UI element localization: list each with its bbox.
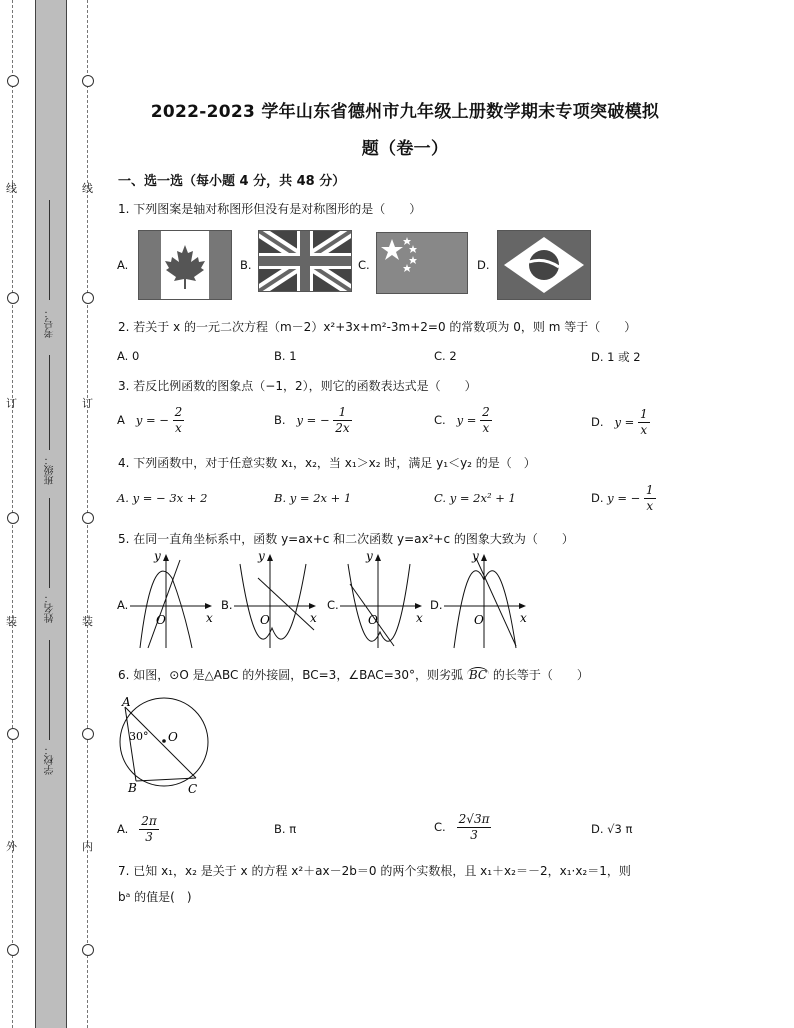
q6-option-c: C. $\frac{2√3\pi}{3}$ [434,812,490,842]
question-5-stem: 5. 在同一直角坐标系中，函数 y=ax+c 和二次函数 y=ax²+c 的图象大致为（ ） [118,532,574,546]
q3-option-a: A y = − $\frac{2}{x}$ [117,405,183,435]
question-4-stem: 4. 下列函数中，对于任意实数 x₁，x₂，当 x₁＞x₂ 时，满足 y₁＜y₂ 的是（ ） [118,456,536,470]
fraction: $\frac{2√3\pi}{3}$ [458,812,490,842]
svg-text:O: O [168,730,178,744]
fraction: $\frac{1}{2x}$ [335,405,350,435]
svg-text:y: y [154,550,161,563]
q3-option-b: B. y = − $\frac{1}{2x}$ [274,405,350,435]
q1-option-b-label: B. [240,258,252,272]
svg-text:x: x [520,611,527,625]
svg-text:O: O [156,613,166,627]
field-label-exam-number: 考号： [45,308,56,338]
binding-hole [7,75,19,87]
canada-flag-icon [138,230,232,300]
q5-graph-b [232,550,324,650]
q5-option-a-label: A. [117,598,129,612]
school-blank[interactable] [49,640,50,740]
svg-text:B: B [128,781,137,795]
question-1-stem: 1. 下列图案是轴对称图形但没有是对称图形的是（ ） [118,202,422,216]
arc-bc: BC [468,668,488,682]
q5-option-c-label: C. [327,598,339,612]
margin-char-ding: 订 [6,397,17,410]
q6-option-d: D. √3 π [591,822,633,836]
svg-text:x: x [206,611,213,625]
page-title: 2022-2023 学年山东省德州市九年级上册数学期末专项突破模拟 [150,102,660,122]
q1-option-c-label: C. [358,258,370,272]
margin-char-zhuang: 装 [82,615,93,628]
q6-option-a: A. $\frac{2\pi}{3}$ [117,814,157,844]
svg-text:O: O [474,613,484,627]
binding-hole [82,292,94,304]
margin-char-wai: 外 [6,840,17,853]
binding-hole [7,728,19,740]
svg-text:x: x [416,611,423,625]
field-label-class: 班级： [45,455,56,485]
q5-graph-d [442,550,532,650]
name-blank[interactable] [49,498,50,588]
q4-option-d: D. y = − $\frac{1}{x}$ [591,483,654,513]
svg-text:30°: 30° [129,730,149,743]
svg-text:A: A [122,695,131,709]
class-blank[interactable] [49,355,50,450]
q6-option-b: B. π [274,822,297,836]
svg-text:O: O [260,613,270,627]
svg-text:y: y [366,550,373,563]
binding-hole [82,512,94,524]
margin-char-zhuang: 装 [6,615,17,628]
page-title-line2: 题（卷一） [361,139,449,159]
margin-char-nei: 内 [82,840,93,853]
fraction: $\frac{2}{x}$ [482,405,490,435]
section-heading: 一、选一选（每小题 4 分，共 48 分） [118,174,346,189]
q5-option-b-label: B. [221,598,233,612]
binding-hole [82,75,94,87]
binding-hole [7,512,19,524]
margin-char-xian: 线 [82,182,93,195]
margin-char-xian: 线 [6,182,17,195]
china-flag-icon [376,232,468,294]
q1-option-d-label: D. [477,258,490,272]
binding-hole [82,728,94,740]
q2-option-a: A. 0 [117,349,140,363]
question-7-stem-line2: bᵃ 的值是( ) [118,890,192,904]
question-6-stem: 6. 如图，⊙O 是△ABC 的外接圆，BC=3，∠BAC=30°，则劣弧 BC 的长等于（ ） [118,668,589,682]
uk-flag-icon [258,230,352,292]
exam-number-blank[interactable] [49,200,50,300]
q5-graph-a [128,550,218,650]
binding-hole [7,292,19,304]
field-label-name: 姓名： [45,593,56,623]
q5-graph-c [338,550,428,650]
field-label-school: 学校： [45,745,56,775]
svg-text:O: O [368,613,378,627]
q1-option-a-label: A. [117,258,129,272]
q2-option-c: C. 2 [434,349,457,363]
q2-option-b: B. 1 [274,349,297,363]
binding-strip [35,0,67,1028]
q5-option-d-label: D. [430,598,443,612]
q2-option-d: D. 1 或 2 [591,350,641,364]
brazil-flag-icon [497,230,591,300]
q6-circle-figure [112,694,222,798]
q3-option-d: D. y = $\frac{1}{x}$ [591,407,648,437]
fraction: $\frac{1}{x}$ [645,483,654,513]
question-7-stem: 7. 已知 x₁，x₂ 是关于 x 的方程 x²＋ax－2b＝0 的两个实数根，且 x₁＋x₂＝－2，x₁·x₂＝1，则 [118,864,631,878]
svg-text:C: C [188,782,198,796]
question-3-stem: 3. 若反比例函数的图象点（−1，2），则它的函数表达式是（ ） [118,379,477,393]
margin-char-ding: 订 [82,397,93,410]
q3-option-c: C. y = $\frac{2}{x}$ [434,405,490,435]
svg-text:x: x [310,611,317,625]
fraction: $\frac{1}{x}$ [639,407,648,437]
svg-text:y: y [258,550,265,563]
q4-option-c: C. y = 2x² + 1 [434,491,516,505]
svg-text:y: y [472,550,479,563]
binding-hole [7,944,19,956]
q4-option-a: A. y = − 3x + 2 [117,491,208,505]
fraction: $\frac{2}{x}$ [174,405,183,435]
binding-hole [82,944,94,956]
question-2-stem: 2. 若关于 x 的一元二次方程（m－2）x²+3x+m²-3m+2=0 的常数项为 0，则 m 等于（ ） [118,320,637,334]
fraction: $\frac{2\pi}{3}$ [141,814,157,844]
q4-option-b: B. y = 2x + 1 [274,491,352,505]
